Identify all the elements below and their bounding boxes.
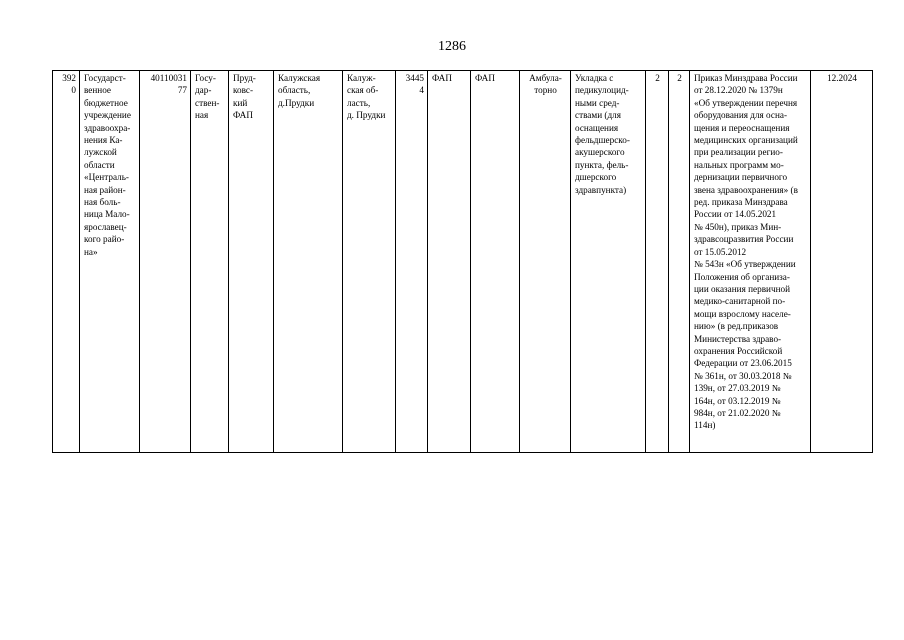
type1-cell: ФАП (428, 71, 471, 453)
location-cell: Калуж- ская об- ласть, д. Прудки (343, 71, 396, 453)
institution-cell: Государст- венное бюджетное учреждение здравоохра- нения Ка- лужской области «Централь- ная район- ная боль- ница Мало- ярославец- кого райо- на» (80, 71, 140, 453)
legal-basis-cell: Приказ Минздрава России от 28.12.2020 № 1379н «Об утверждении перечня оборудования для осна- щения и переоснащения медицинских организаций при реализации регио- нальных программ мо- дернизации первичного звена здравоохранения» (в ред. приказа Минздрава России от 14.05.2021 № 450н), приказ Мин- здравсоцразвития России от 15.05.2012 № 543н «Об утверждении Положения об организа- ции оказания первичной медико-санитарной по- мощи взрослому населе- нию» (в ред.приказов Министерства здраво- охранения Российской Федерации от 23.06.2015 № 361н, от 30.03.2018 № 139н, от 27.03.2019 № 164н, от 03.12.2019 № 984н, от 21.02.2020 № 114н) (690, 71, 811, 453)
code-cell: 3445 4 (396, 71, 428, 453)
type2-cell: ФАП (471, 71, 520, 453)
address-cell: Калужская область, д.Прудки (274, 71, 343, 453)
qty-required-cell: 2 (646, 71, 669, 453)
inn-cell: 40110031 77 (140, 71, 191, 453)
ownership-cell: Госу- дар- ствен- ная (191, 71, 229, 453)
row-number-cell: 392 0 (53, 71, 80, 453)
qty-actual-cell: 2 (669, 71, 690, 453)
facility-name-cell: Пруд- ковс- кий ФАП (229, 71, 274, 453)
deadline-cell: 12.2024 (811, 71, 873, 453)
care-form-cell: Амбула- торно (520, 71, 571, 453)
registry-table (52, 70, 873, 453)
page-number: 1286 (438, 39, 466, 54)
table-row (53, 71, 873, 453)
equipment-cell: Укладка с педикулоцид- ными сред- ствами (для оснащения фельдшерско- акушерского пункта, фель- дшерского здравпункта) (571, 71, 646, 453)
